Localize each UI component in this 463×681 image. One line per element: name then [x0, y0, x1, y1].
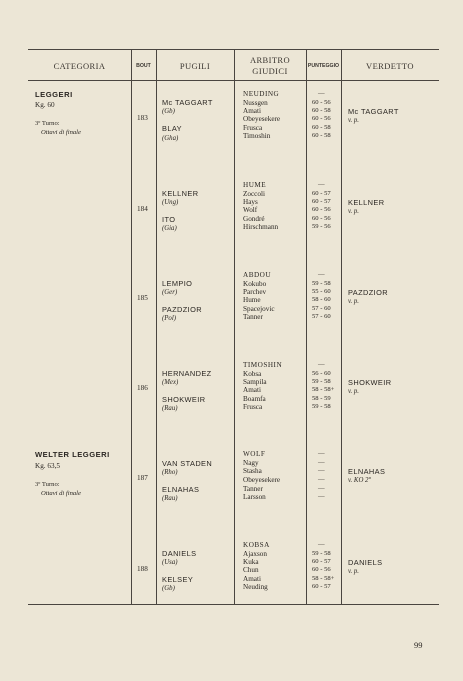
boxer-name: VAN STADEN [162, 459, 213, 468]
referee-score: — [318, 271, 325, 278]
judge-name: Chun [243, 566, 259, 574]
judge-score: — [318, 476, 325, 483]
referee-score: — [318, 361, 325, 368]
judge-name: Wolf [243, 206, 258, 214]
judge-name: Amati [243, 107, 261, 115]
verdict-winner: ELNAHAS [348, 467, 386, 476]
category-turno: 3º Turno: [35, 481, 60, 488]
bout-number: 187 [137, 474, 148, 482]
boxer-nation: (Pol) [162, 315, 176, 322]
judge-score: 58 - 58+ [312, 575, 335, 582]
judge-name: Tanner [243, 313, 263, 321]
header-punteggio: PUNTEGGIO [307, 63, 340, 69]
bout-number: 188 [137, 565, 148, 573]
boxer-name: PAZDZIOR [162, 305, 203, 314]
verdict-type: v. p. [348, 208, 360, 215]
col-divider-categoria [131, 49, 132, 605]
judge-score: 58 - 60 [312, 296, 331, 303]
judge-score: 60 - 56 [312, 206, 331, 213]
judge-score: — [318, 485, 325, 492]
judge-name: Kuka [243, 558, 259, 566]
boxer-name: SHOKWEIR [162, 395, 206, 404]
bout-number: 183 [137, 114, 148, 122]
judge-name: Kokubo [243, 280, 267, 288]
referee-name: KOBSA [243, 541, 270, 549]
boxer-nation: (Ger) [162, 289, 178, 296]
referee-name: TIMOSHIN [243, 361, 283, 369]
boxer-nation: (Rau) [162, 495, 178, 502]
boxer-nation: (Gha) [162, 135, 179, 142]
judge-score: 59 - 58 [312, 280, 331, 287]
boxer-name: BLAY [162, 124, 182, 133]
boxer-name: Mc TAGGART [162, 98, 213, 107]
boxer-nation: (Rho) [162, 469, 178, 476]
header-verdetto: VERDETTO [366, 61, 414, 71]
boxer-name: ITO [162, 215, 176, 224]
judge-score: 57 - 60 [312, 305, 331, 312]
boxer-nation: (Ung) [162, 199, 179, 206]
judge-score: 59 - 58 [312, 550, 331, 557]
judge-name: Amati [243, 386, 261, 394]
judge-score: — [318, 467, 325, 474]
boxer-nation: (Rau) [162, 405, 178, 412]
category-round: Ottavi di finale [41, 129, 81, 136]
judge-name: Stasha [243, 467, 262, 475]
judge-name: Sampila [243, 378, 267, 386]
judge-name: Kobsa [243, 370, 262, 378]
referee-score: — [318, 90, 325, 97]
verdict-type: v. p. [348, 388, 360, 395]
judge-name: Timoshin [243, 132, 271, 140]
header-giudici: GIUDICI [252, 66, 288, 76]
category-title: LEGGERI [35, 90, 73, 99]
referee-score: — [318, 181, 325, 188]
category-title: WELTER LEGGERI [35, 450, 110, 459]
boxer-name: HERNANDEZ [162, 369, 212, 378]
boxer-nation: (Gb) [162, 108, 175, 115]
judge-score: 60 - 56 [312, 215, 331, 222]
judge-name: Amati [243, 575, 261, 583]
judge-name: Larsson [243, 493, 266, 501]
verdict-winner: KELLNER [348, 198, 385, 207]
boxer-name: KELSEY [162, 575, 194, 584]
bout-number: 185 [137, 294, 148, 302]
col-divider-pugili [234, 49, 235, 605]
col-divider-punteggio [341, 49, 342, 605]
judge-name: Parchev [243, 288, 267, 296]
boxer-nation: (Gb) [162, 585, 175, 592]
category-round: Ottavi di finale [41, 490, 81, 497]
header-arbitro: ARBITRO [249, 55, 291, 65]
judge-score: — [318, 459, 325, 466]
judge-score: 60 - 58 [312, 132, 331, 139]
judge-name: Ajaxson [243, 550, 267, 558]
boxer-name: ELNAHAS [162, 485, 200, 494]
boxer-name: LEMPIO [162, 279, 193, 288]
verdict-type: v. p. [348, 568, 360, 575]
verdict-winner: SHOKWEIR [348, 378, 392, 387]
judge-score: 60 - 56 [312, 115, 331, 122]
col-divider-bout [156, 49, 157, 605]
judge-score: 60 - 56 [312, 566, 331, 573]
judge-name: Hirschmann [243, 223, 279, 231]
judge-score: 60 - 57 [312, 583, 331, 590]
judge-score: 59 - 56 [312, 223, 331, 230]
bout-number: 184 [137, 205, 148, 213]
judge-name: Obeyesekere [243, 115, 281, 123]
page-number: 99 [414, 640, 423, 650]
judge-score: 58 - 58+ [312, 386, 335, 393]
judge-name: Boamfa [243, 395, 266, 403]
judge-score: 60 - 57 [312, 558, 331, 565]
referee-name: WOLF [243, 450, 266, 458]
category-weight: Kg. 60 [35, 101, 55, 109]
verdict-type: v. KO 2ª [348, 477, 371, 484]
judge-score: 59 - 58 [312, 403, 331, 410]
verdict-winner: Mc TAGGART [348, 107, 399, 116]
boxer-name: KELLNER [162, 189, 199, 198]
judge-score: 55 - 60 [312, 288, 331, 295]
judge-name: Neuding [243, 583, 268, 591]
header-bout: BOUT [136, 63, 151, 69]
referee-name: HUME [243, 181, 267, 189]
judge-score: 60 - 58 [312, 107, 331, 114]
judge-name: Hays [243, 198, 258, 206]
judge-name: Tanner [243, 485, 263, 493]
boxer-nation: (Usa) [162, 559, 178, 566]
judge-name: Spacejovic [243, 305, 275, 313]
verdict-winner: PAZDZIOR [348, 288, 389, 297]
referee-name: NEUDING [243, 90, 280, 98]
judge-name: Nagy [243, 459, 259, 467]
referee-name: ABDOU [243, 271, 272, 279]
judge-score: 60 - 57 [312, 190, 331, 197]
judge-name: Frusca [243, 403, 263, 411]
judge-name: Nussgen [243, 99, 268, 107]
verdict-type: v. p. [348, 117, 360, 124]
category-weight: Kg. 63,5 [35, 462, 60, 470]
judge-score: 60 - 57 [312, 198, 331, 205]
referee-score: — [318, 541, 325, 548]
judge-score: 60 - 56 [312, 99, 331, 106]
judge-name: Gondré [243, 215, 265, 223]
col-divider-arbitro [306, 49, 307, 605]
judge-name: Obeyesekere [243, 476, 281, 484]
verdict-type: v. p. [348, 298, 360, 305]
judge-name: Hume [243, 296, 261, 304]
judge-score: 60 - 58 [312, 124, 331, 131]
judge-score: 56 - 60 [312, 370, 331, 377]
judge-score: 57 - 60 [312, 313, 331, 320]
judge-score: — [318, 493, 325, 500]
header-categoria: CATEGORIA [53, 61, 106, 71]
boxer-name: DANIELS [162, 549, 197, 558]
verdict-winner: DANIELS [348, 558, 383, 567]
referee-score: — [318, 450, 325, 457]
category-turno: 3º Turno: [35, 120, 60, 127]
bout-number: 186 [137, 384, 148, 392]
judge-name: Zoccoli [243, 190, 265, 198]
judge-score: 59 - 58 [312, 378, 331, 385]
header-pugili: PUGILI [179, 61, 211, 71]
boxer-nation: (Mex) [162, 379, 179, 386]
judge-name: Frusca [243, 124, 263, 132]
judge-score: 58 - 59 [312, 395, 331, 402]
boxer-nation: (Gia) [162, 225, 177, 232]
